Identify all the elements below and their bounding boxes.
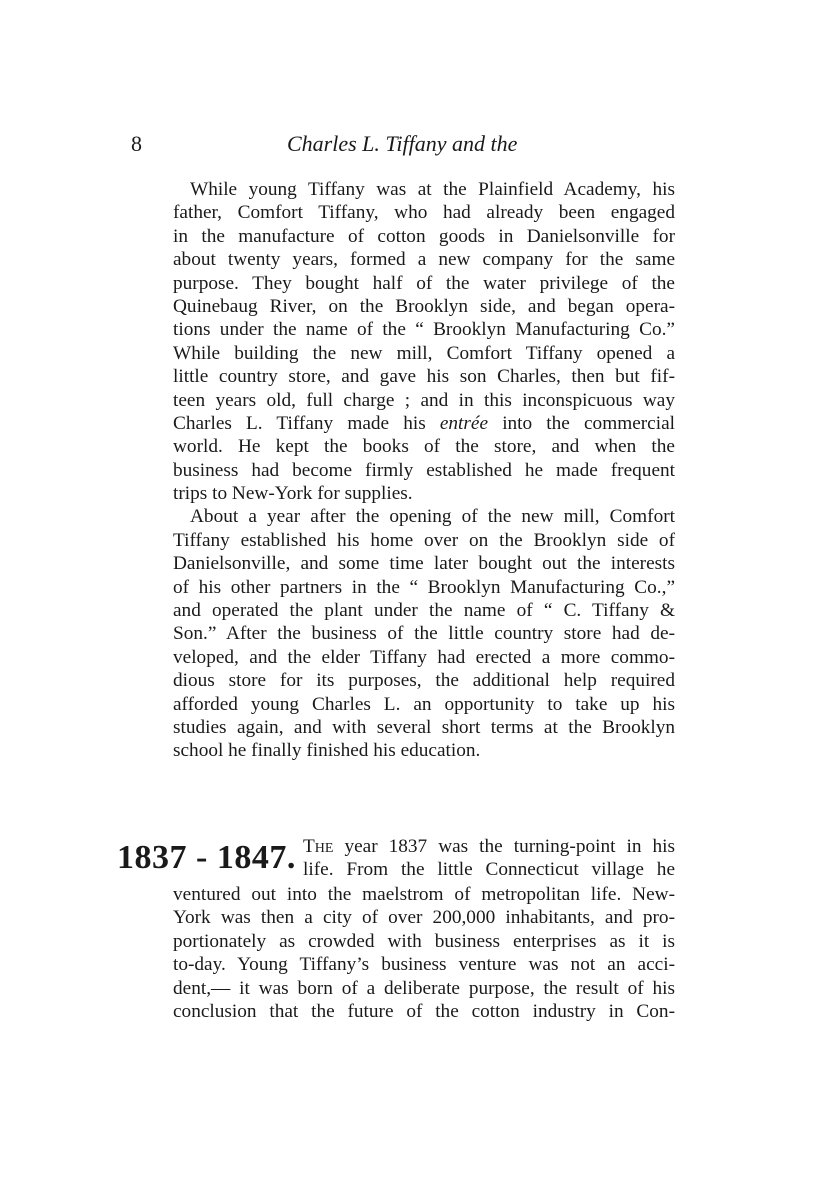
text-line: about twenty years, formed a new company for the same [173,249,675,271]
text-line: world. He kept the books of the store, and when the [173,436,675,458]
text-line: dent,— it was born of a deliberate purpose, the result of his [173,977,675,999]
page-number: 8 [131,131,142,156]
text-line: Danielsonville, and some time later bought out the interests [173,553,675,575]
text-line: teen years old, full charge ; and in this inconspicuous way [173,389,675,411]
text-line-entree [173,412,675,435]
text-line: purpose. They bought half of the water privilege of the [173,272,675,294]
text-line: While young Tiffany was at the Plainfield Academy, his [190,179,675,200]
text-line: afforded young Charles L. an opportunity to take up his [173,693,675,715]
text-line: ventured out into the maelstrom of metropolitan life. New- [173,884,675,905]
body-block-1 [173,178,675,763]
running-head: Charles L. Tiffany and the [287,131,518,156]
line-rest: year 1837 was the turning-point in his [344,836,675,857]
text-line: Quinebaug River, on the Brooklyn side, and began opera- [173,295,675,317]
text-line: to-day. Young Tiffany’s business venture was not an acci- [173,954,675,976]
text-line: and operated the plant under the name of “ C. Tiffany & [173,600,675,622]
text-line: dious store for its purposes, the additional help required [173,670,675,692]
text-line: trips to New-York for supplies. [173,483,413,505]
text-line: school he finally finished his education. [173,740,481,762]
text-line: About a year after the opening of the new mill, Comfort [190,506,675,528]
text-line: While building the new mill, Comfort Tiffany opened a [173,342,675,364]
entree-word: entrée [439,412,489,434]
body-block-2 [173,883,675,1023]
text-line: life. From the little Connecticut village he [303,859,675,881]
text-line: Tiffany established his home over on the Brooklyn side of [173,529,675,551]
text-line: father, Comfort Tiffany, who had already been engaged [173,202,675,224]
text-line: tions under the name of the “ Brooklyn Manufacturing Co.” [173,319,675,341]
date-range-heading: 1837 - 1847. [117,839,296,876]
text-line: York was then a city of over 200,000 inhabitants, and pro- [173,907,675,929]
text-line: veloped, and the elder Tiffany had erected a more commo- [173,646,675,668]
line-end: into the commercial [502,412,675,434]
section-opening-lines [303,835,675,882]
text-line: studies again, and with several short terms at the Brooklyn [173,716,675,738]
text-line: portionately as crowded with business enterprises as it is [173,930,675,952]
text-line: conclusion that the future of the cotton industry in Con- [173,1000,675,1022]
text-line: business had become firmly established he made frequent [173,459,675,481]
line-start: Charles L. Tiffany made his [173,412,426,434]
lead-word: The [303,836,334,857]
text-line: little country store, and gave his son Charles, then but fif- [173,366,675,388]
text-line: in the manufacture of cotton goods in Danielsonville for [173,225,675,247]
text-line [303,835,675,858]
page-header [0,131,840,161]
text-line: of his other partners in the “ Brooklyn Manufacturing Co.,” [173,576,675,598]
text-line: Son.” After the business of the little country store had de- [173,623,675,645]
